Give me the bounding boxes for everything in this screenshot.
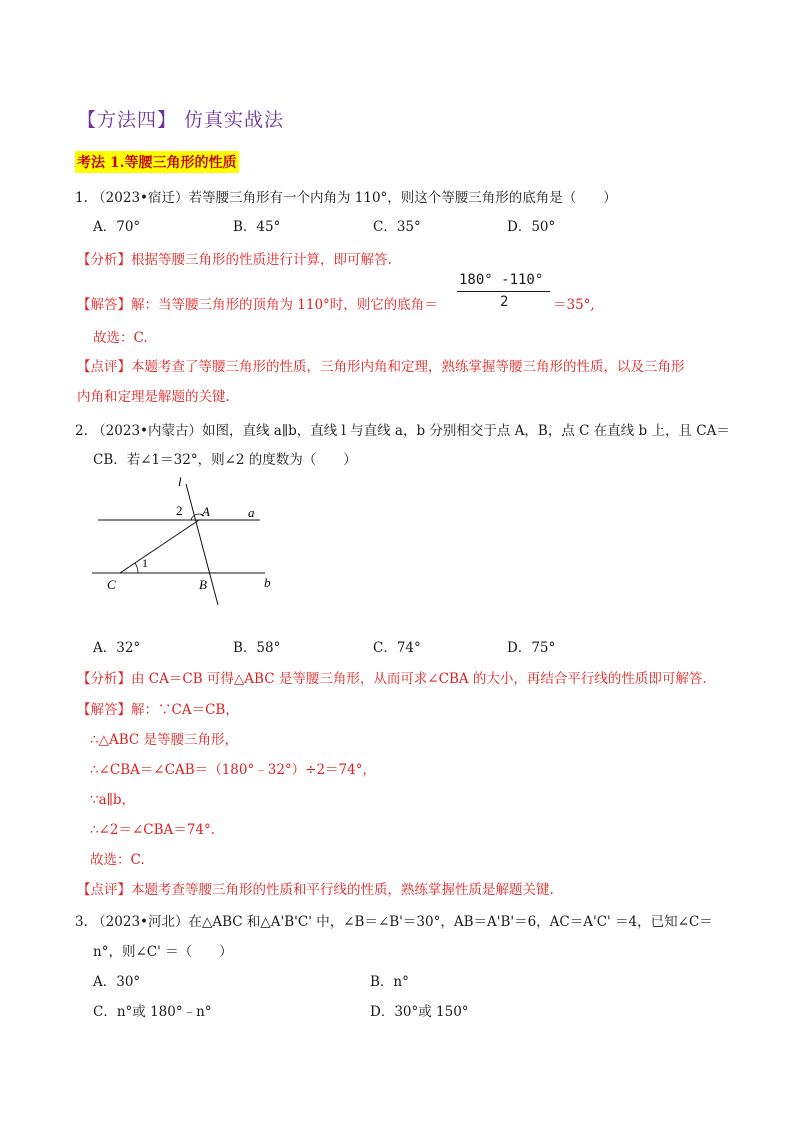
q2-option-a: A．32° <box>93 640 141 656</box>
q1-stem: 1. （2023•宿迁）若等腰三角形有一个内角为 110°，则这个等腰三角形的底角是（ ） <box>75 190 617 206</box>
q1-comment-line-1: 【点评】本题考查了等腰三角形的性质，三角形内角和定理，熟练掌握等腰三角形的性质，以及三角形 <box>77 359 685 375</box>
q3-stem-line-1: 3. （2023•河北）在△ABC 和△A'B'C' 中，∠B＝∠B'＝30°，AB＝A'B'＝6，AC＝A'C' ＝4，已知∠C＝ <box>75 914 713 930</box>
q3-option-d: D．30°或 150° <box>370 1004 469 1020</box>
q3-option-a: A．30° <box>93 974 141 990</box>
q3-stem-line-2: n°，则∠C' ＝（ ） <box>93 944 233 960</box>
q2-option-c: C．74° <box>373 640 421 656</box>
q1-fraction-bar <box>457 291 550 292</box>
q2-figure <box>80 470 280 610</box>
q1-choice: 故选：C. <box>93 330 148 346</box>
topic-heading: 考法 1.等腰三角形的性质 <box>75 151 239 173</box>
q2-stem-line-2: CB．若∠1＝32°，则∠2 的度数为（ ） <box>93 452 357 468</box>
q1-fraction-denominator: 2 <box>500 294 509 310</box>
label-b: b <box>264 575 271 590</box>
section-title: 【方法四】 仿真实战法 <box>77 109 285 131</box>
label-B: B <box>199 577 207 592</box>
q1-comment-line-2: 内角和定理是解题的关键. <box>77 389 230 405</box>
label-a: a <box>248 505 255 520</box>
q2-solution-line: ∵a∥b， <box>90 792 136 808</box>
q1-fraction-numerator: 180° -110° <box>459 272 544 288</box>
q1-option-b: B．45° <box>233 219 281 235</box>
q2-solution-line: ∴∠CBA＝∠CAB＝（180°﹣32°）÷2＝74°， <box>90 762 376 778</box>
label-C: C <box>107 577 116 592</box>
label-2: 2 <box>176 503 183 518</box>
q2-analysis: 【分析】由 CA＝CB 可得△ABC 是等腰三角形，从而可求∠CBA 的大小，再结合平行线的性质即可解答. <box>77 671 707 687</box>
q1-option-a: A．70° <box>93 219 141 235</box>
q2-solution-line: 【解答】解：∵CA＝CB， <box>77 702 239 718</box>
q2-solution-line: ∴∠2＝∠CBA＝74°. <box>90 822 216 838</box>
label-A: A <box>202 504 210 519</box>
q2-choice: 故选：C. <box>90 852 145 868</box>
label-l: l <box>178 474 182 489</box>
q1-option-d: D．50° <box>507 219 556 235</box>
q1-option-c: C．35° <box>373 219 421 235</box>
q3-option-b: B．n° <box>370 974 409 990</box>
q2-option-b: B．58° <box>233 640 281 656</box>
segment-ca <box>120 520 199 573</box>
label-1: 1 <box>142 556 148 570</box>
q2-stem-line-1: 2. （2023•内蒙古）如图，直线 a∥b，直线 l 与直线 a，b 分别相交于点 A，B，点 C 在直线 b 上，且 CA＝ <box>75 423 730 439</box>
q1-answer: 【解答】解：当等腰三角形的顶角为 110°时，则它的底角＝ <box>77 297 438 313</box>
q1-analysis: 【分析】根据等腰三角形的性质进行计算，即可解答. <box>77 252 392 268</box>
q2-comment: 【点评】本题考查等腰三角形的性质和平行线的性质，熟练掌握性质是解题关键. <box>77 882 554 898</box>
q2-solution-line: ∴△ABC 是等腰三角形， <box>90 732 239 748</box>
q2-option-d: D．75° <box>507 640 556 656</box>
q1-answer-result: ＝35°, <box>553 297 595 313</box>
angle-1-arc <box>135 563 138 573</box>
q3-option-c: C．n°或 180°﹣n° <box>93 1004 212 1020</box>
